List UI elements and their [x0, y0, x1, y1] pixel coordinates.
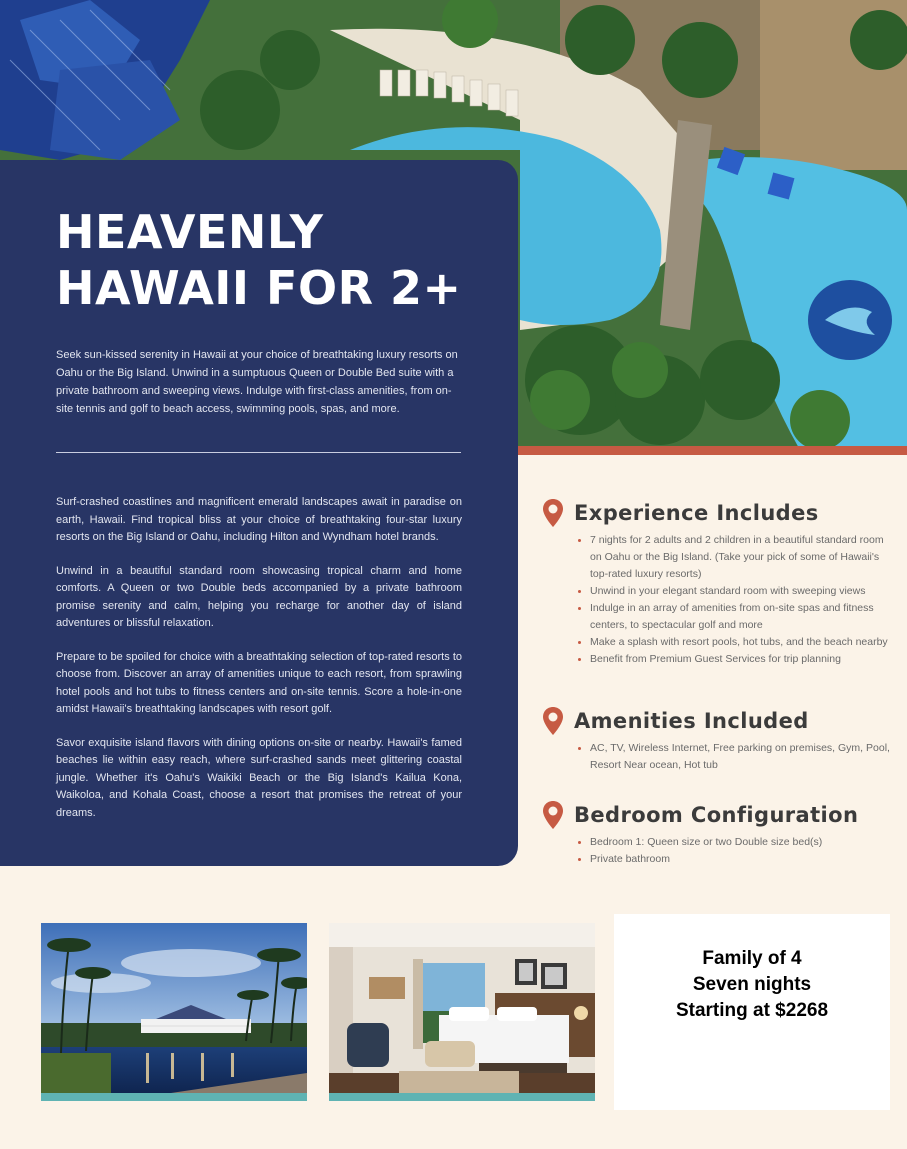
story-body: [56, 494, 462, 838]
photo-accent-bar: [41, 1093, 307, 1101]
panel-divider: [56, 452, 461, 453]
price-party-size: Family of 4: [702, 948, 802, 969]
experience-section: [542, 496, 892, 668]
hotel-room-illustration: [329, 923, 595, 1101]
list-item: Unwind in your elegant standard room with sweeping views: [576, 583, 892, 600]
map-pin-icon: [542, 498, 564, 528]
amenities-list: [576, 740, 892, 774]
story-paragraph: Prepare to be spoiled for choice with a breathtaking selection of top-rated resorts to choose from. Discover an array of amenities unique to each resort, from sprawling hotel pools and hot tubs to fitness centers and on-site tennis. Score a hole-in-one amidst Hawaii's breathtaking landscapes with resort golf.: [56, 650, 462, 715]
section-title: Amenities Included: [574, 709, 809, 733]
resort-lagoon-illustration: [41, 923, 307, 1101]
list-item: Bedroom 1: Queen size or two Double size bed(s): [576, 834, 892, 851]
list-item: AC, TV, Wireless Internet, Free parking on premises, Gym, Pool, Resort Near ocean, Hot tub: [576, 740, 892, 774]
section-title: Experience Includes: [574, 501, 819, 525]
section-header: [542, 496, 892, 530]
section-title: Bedroom Configuration: [574, 803, 859, 827]
list-item: Private bathroom: [576, 851, 892, 868]
map-pin-icon: [542, 706, 564, 736]
price-amount: Starting at $2268: [675, 1000, 829, 1021]
list-item: Make a splash with resort pools, hot tubs, and the beach nearby: [576, 634, 892, 651]
experience-list: [576, 532, 892, 668]
title-line-1: HEAVENLY: [56, 205, 324, 259]
amenities-section: [542, 704, 892, 774]
photo-accent-bar: [329, 1093, 595, 1101]
story-paragraph: Surf-crashed coastlines and magnificent emerald landscapes await in paradise on earth, Hawaii. Find tropical bliss at your choice of breathtaking four-star luxury resorts on the Big Island or Oahu, including Hilton and Wyndham hotel brands.: [56, 496, 462, 543]
price-duration: Seven nights: [692, 974, 812, 995]
intro-paragraph: Seek sun-kissed serenity in Hawaii at your choice of breathtaking luxury resorts on Oahu or the Big Island. Unwind in a sumptuous Queen or Double Bed suite with a private bathroom and sweeping views. Indulge with first-class amenities, from on-site tennis and golf to beach access, swimming pools, spas, and more.: [56, 349, 458, 415]
bedroom-section: [542, 798, 892, 868]
page-title: [56, 204, 476, 316]
resort-lagoon-photo: [41, 923, 307, 1101]
story-panel: [0, 160, 518, 866]
story-paragraph: Unwind in a beautiful standard room showcasing tropical charm and home comforts. A Queen or two Double beds accompanied by a private bathroom promise serenity and calm, helping you recharge for another day of island adventures or blissful relaxation.: [56, 564, 462, 629]
list-item: Indulge in an array of amenities from on-site spas and fitness centers, to spectacular golf and more: [576, 600, 892, 634]
hero-accent-stripe: [518, 446, 907, 455]
title-line-2: HAWAII FOR 2+: [56, 261, 462, 315]
section-header: [542, 798, 892, 832]
list-item: Benefit from Premium Guest Services for trip planning: [576, 651, 892, 668]
story-paragraph: Savor exquisite island flavors with dining options on-site or nearby. Hawaii's famed beaches lie within easy reach, where surf-crashed sands meet glittering coastal jungle. Whether it's Oahu's Waikiki Beach or the Big Island's Kailua Kona, Waikoloa, and Kohala Coast, choose a resort that promises the retreat of your dreams.: [56, 736, 462, 819]
section-header: [542, 704, 892, 738]
hotel-room-photo: [329, 923, 595, 1101]
list-item: 7 nights for 2 adults and 2 children in a beautiful standard room on Oahu or the Big Island. (Take your pick of some of Hawaii's top-rated luxury resorts): [576, 532, 892, 583]
price-card: [614, 914, 890, 1110]
map-pin-icon: [542, 800, 564, 830]
bedroom-list: [576, 834, 892, 868]
